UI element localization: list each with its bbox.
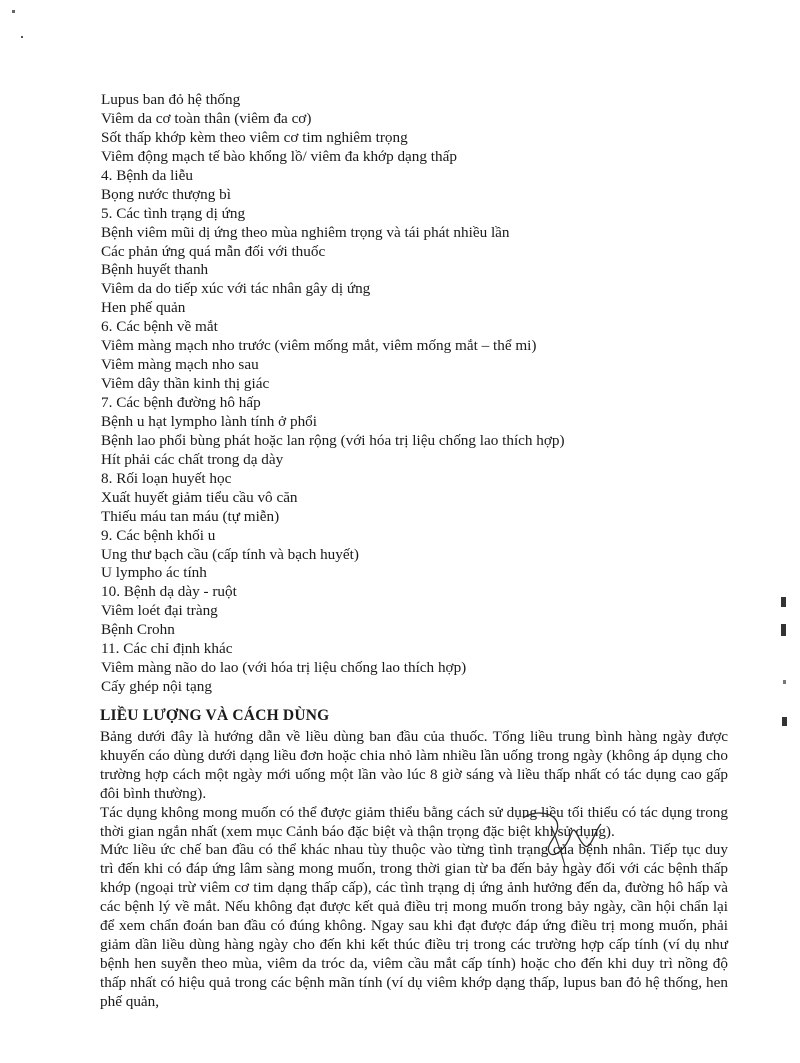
- scan-speck: [21, 36, 23, 38]
- list-heading: 5. Các tình trạng dị ứng: [101, 204, 246, 222]
- list-item: Xuất huyết giảm tiểu cầu vô căn: [101, 488, 298, 506]
- paragraph: Bảng dưới đây là hướng dẫn về liều dùng ban đầu của thuốc. Tổng liều trung bình hàng ngày được khuyến cáo dùng dưới dạng liều đơn hoặc chia nhỏ làm nhiều lần uống trong ngày (không áp dụng cho trường hợp cách một ngày mới uống một lần vào lúc 8 giờ sáng và liều thấp nhất có tác dụng cao gấp đôi bình thường).: [100, 728, 728, 802]
- scan-speck: [12, 10, 15, 13]
- list-item: Bệnh lao phổi bùng phát hoặc lan rộng (với hóa trị liệu chống lao thích hợp): [101, 431, 565, 449]
- list-item: Bệnh viêm mũi dị ứng theo mùa nghiêm trọng và tái phát nhiều lần: [101, 223, 510, 241]
- list-heading: 10. Bệnh dạ dày - ruột: [101, 583, 237, 601]
- list-item: Hen phế quản: [101, 299, 186, 317]
- list-item: Viêm dây thần kinh thị giác: [101, 375, 270, 393]
- section-heading: LIỀU LƯỢNG VÀ CÁCH DÙNG: [100, 707, 330, 724]
- list-item: Các phản ứng quá mẫn đối với thuốc: [101, 242, 326, 260]
- list-item: Bệnh huyết thanh: [101, 261, 209, 279]
- list-item: Viêm da cơ toàn thân (viêm đa cơ): [101, 109, 312, 127]
- scan-mark: [781, 624, 786, 636]
- list-item: Viêm da do tiếp xúc với tác nhân gây dị ứng: [101, 280, 371, 298]
- paragraph: Tác dụng không mong muốn có thể được giảm thiểu bằng cách sử dụng liều tối thiểu có tác dụng trong thời gian ngắn nhất (xem mục Cảnh báo đặc biệt và thận trọng đặc biệt khi sử dụng).: [100, 803, 728, 840]
- scan-mark: [781, 597, 786, 607]
- paragraph: Mức liều ức chế ban đầu có thể khác nhau tùy thuộc vào từng tình trạng của bệnh nhân. Tiếp tục duy trì đến khi có đáp ứng lâm sàng mong muốn, trong thời gian từ ba đến bảy ngày đối với các bệnh thấp khớp (ngoại trừ viêm cơ tim dạng thấp cấp), các tình trạng dị ứng ảnh hưởng đến da, đường hô hấp và các bệnh lý về mắt. Nếu không đạt được kết quả điều trị mong muốn trong bảy ngày, cần hội chẩn lại để xem chẩn đoán ban đầu có đúng không. Ngay sau khi đạt được đáp ứng điều trị mong muốn, phải giảm dần liều dùng hàng ngày cho đến khi kết thúc điều trị trong các trường hợp cấp tính (ví dụ như bệnh hen suyễn theo mùa, viêm da tróc da, viêm cầu mắt cấp tính) hoặc cho đến khi duy trì nồng độ thấp nhất có hiệu quả trong các bệnh mãn tính (ví dụ viêm khớp dạng thấp, lupus ban đỏ hệ thống, hen phế quản,: [100, 841, 728, 1010]
- list-heading: 4. Bệnh da liễu: [101, 166, 193, 184]
- indication-list: [101, 91, 741, 697]
- list-heading: 6. Các bệnh về mắt: [101, 318, 218, 336]
- list-item: Viêm động mạch tế bào khổng lồ/ viêm đa khớp dạng thấp: [101, 147, 457, 165]
- scan-mark: [783, 680, 786, 684]
- dosage-body: [100, 728, 728, 1012]
- scan-mark: [782, 717, 787, 726]
- list-item: Viêm màng mạch nho trước (viêm mống mắt, viêm mống mắt – thể mi): [101, 337, 537, 355]
- list-item: Bệnh Crohn: [101, 621, 175, 639]
- list-item: Thiếu máu tan máu (tự miễn): [101, 507, 280, 525]
- list-item: Bọng nước thượng bì: [101, 185, 231, 203]
- list-heading: 11. Các chỉ định khác: [101, 640, 233, 658]
- handwritten-signature: [505, 800, 625, 870]
- list-item: Lupus ban đỏ hệ thống: [101, 91, 241, 108]
- list-heading: 9. Các bệnh khối u: [101, 526, 216, 544]
- list-heading: 7. Các bệnh đường hô hấp: [101, 394, 261, 411]
- list-item: Viêm màng não do lao (với hóa trị liệu chống lao thích hợp): [101, 659, 467, 677]
- list-item: Sốt thấp khớp kèm theo viêm cơ tim nghiêm trọng: [101, 128, 408, 146]
- list-heading: 8. Rối loạn huyết học: [101, 469, 232, 487]
- list-item: Viêm loét đại tràng: [101, 602, 218, 620]
- list-item: Viêm màng mạch nho sau: [101, 356, 259, 374]
- list-item: Hít phải các chất trong dạ dày: [101, 450, 284, 468]
- list-item: Ung thư bạch cầu (cấp tính và bạch huyết): [101, 545, 359, 563]
- list-item: Bệnh u hạt lympho lành tính ở phổi: [101, 412, 317, 430]
- list-item: Cấy ghép nội tạng: [101, 678, 212, 696]
- list-item: U lympho ác tính: [101, 564, 207, 582]
